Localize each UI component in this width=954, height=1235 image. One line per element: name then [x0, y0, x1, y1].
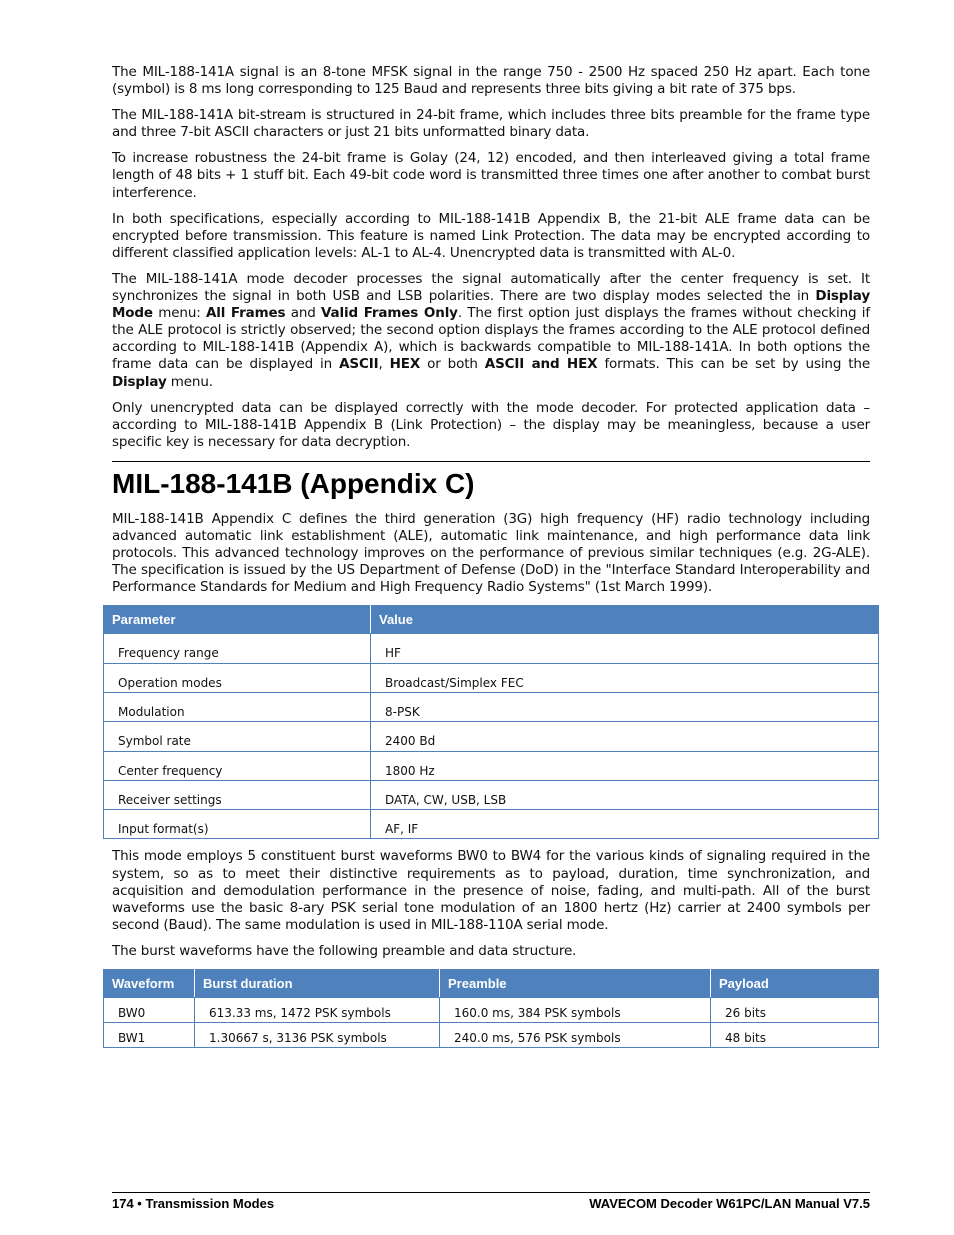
preamble-cell: 160.0 ms, 384 PSK symbols: [440, 997, 711, 1022]
menu-name-display-mode: Display Mode: [112, 288, 870, 322]
table-row: [104, 722, 879, 751]
document-page: [112, 64, 870, 1057]
paragraph-encryption: In both specifications, especially according to MIL-188-141B Appendix B, the 21-bit ALE frame data can be encrypted before transmission. This feature is named Link Protection. The data may be encrypted according to different classified application levels: AL-1 to AL-4. Unencrypted data is transmitted with AL-0.: [112, 210, 870, 261]
paragraph-signal: The MIL-188-141A signal is an 8-tone MFSK signal in the range 750 - 2500 Hz spaced 250 Hz apart. Each tone (symbol) is 8 ms long corresponding to 125 Baud and represents three bits giving a bit rate of 375 bps.: [112, 64, 870, 98]
text-run: formats. This can be set by using the: [597, 356, 870, 373]
paragraph-waveform-intro: The burst waveforms have the following preamble and data structure.: [112, 942, 577, 959]
burst-duration-cell: 1.30667 s, 3136 PSK symbols: [195, 1022, 440, 1047]
menu-name-display: Display: [112, 373, 167, 390]
page-footer: [112, 1196, 870, 1211]
column-header-waveform: Waveform: [104, 969, 195, 997]
table-header-row: [104, 606, 879, 634]
value-cell: DATA, CW, USB, LSB: [371, 780, 879, 809]
value-cell: 8-PSK: [371, 692, 879, 721]
preamble-cell: 240.0 ms, 576 PSK symbols: [440, 1022, 711, 1047]
parameter-cell: Center frequency: [104, 751, 371, 780]
waveform-table: [103, 969, 879, 1048]
value-cell: 2400 Bd: [371, 722, 879, 751]
option-valid-frames-only: Valid Frames Only: [321, 305, 458, 322]
text-run: and: [285, 305, 321, 322]
format-hex: HEX: [389, 356, 421, 373]
heading-rule: [112, 461, 870, 462]
column-header-parameter: Parameter: [104, 606, 371, 634]
parameter-cell: Modulation: [104, 692, 371, 721]
table-header-row: [104, 969, 879, 997]
value-cell: 1800 Hz: [371, 751, 879, 780]
parameter-cell: Frequency range: [104, 634, 371, 663]
parameter-cell: Receiver settings: [104, 780, 371, 809]
waveform-cell: BW0: [104, 997, 195, 1022]
section-title: MIL-188-141B (Appendix C): [112, 467, 475, 499]
parameter-cell: Operation modes: [104, 663, 371, 692]
waveform-cell: BW1: [104, 1022, 195, 1047]
text-run: ,: [378, 356, 390, 373]
parameter-cell: Input format(s): [104, 810, 371, 839]
text-run: . The first option just displays the frames without checking if the ALE protocol is strictly observed; the second option displays the frames according to the ALE protocol defined according to MIL-188-141B (Appendix A), which is backwards compatible to MIL-188-141A. In both options the frame data can be displayed in: [112, 305, 870, 373]
table-row: [104, 810, 879, 839]
table-row: [104, 1022, 879, 1047]
burst-duration-cell: 613.33 ms, 1472 PSK symbols: [195, 997, 440, 1022]
format-ascii-and-hex: ASCII and HEX: [484, 356, 598, 373]
footer-rule: [112, 1192, 870, 1193]
format-ascii: ASCII: [339, 356, 379, 373]
value-cell: Broadcast/Simplex FEC: [371, 663, 879, 692]
paragraph-decoder: [112, 271, 870, 391]
value-cell: AF, IF: [371, 810, 879, 839]
parameter-table: [103, 605, 879, 839]
table-row: [104, 751, 879, 780]
paragraph-burst-waveforms: This mode employs 5 constituent burst waveforms BW0 to BW4 for the various kinds of signaling required in the system, so as to meet their distinctive requirements as to payload, duration, time synchronization, and acquisition and demodulation performance in the presence of noise, fading, and multi-path. All of the burst waveforms use the basic 8-ary PSK serial tone modulation of an 1800 hertz (Hz) carrier at 2400 symbols per second (Baud). The same modulation is used in MIL-188-110A serial mode.: [112, 848, 870, 933]
payload-cell: 26 bits: [711, 997, 879, 1022]
parameter-cell: Symbol rate: [104, 722, 371, 751]
paragraph-robustness: To increase robustness the 24-bit frame is Golay (24, 12) encoded, and then interleaved giving a total frame length of 48 bits + 1 stuff bit. Each 49-bit code word is transmitted three times one after another to combat burst interference.: [112, 150, 870, 201]
column-header-value: Value: [371, 606, 879, 634]
paragraph-appendix-c-intro: MIL-188-141B Appendix C defines the third generation (3G) high frequency (HF) radio technology including advanced automatic link establishment (ALE), automatic link maintenance, and high performance data link protocols. This advanced technology improves on the performance of previous similar techniques (e.g. 2G-ALE). The specification is issued by the US Department of Defense (DoD) in the "Interface Standard Interoperability and Performance Standards for Medium and High Frequency Radio Systems" (1st March 1999).: [112, 510, 870, 596]
footer-page-section: 174 • Transmission Modes: [112, 1196, 275, 1211]
column-header-payload: Payload: [711, 969, 879, 997]
text-run: The MIL-188-141A mode decoder processes the signal automatically after the center frequency is set. It synchronizes the signal in both USB and LSB polarities. There are two display modes selected the in: [112, 270, 870, 305]
table-row: [104, 663, 879, 692]
payload-cell: 48 bits: [711, 1022, 879, 1047]
footer-manual-title: WAVECOM Decoder W61PC/LAN Manual V7.5: [589, 1196, 870, 1211]
table-row: [104, 780, 879, 809]
table-row: [104, 634, 879, 663]
paragraph-protected-data: Only unencrypted data can be displayed correctly with the mode decoder. For protected application data – according to MIL-188-141B Appendix B (Link Protection) – the display may be meaningless, because a user specific key is necessary for data decryption.: [112, 399, 870, 450]
table-row: [104, 997, 879, 1022]
text-run: menu.: [166, 373, 213, 390]
value-cell: HF: [371, 634, 879, 663]
paragraph-bitstream: The MIL-188-141A bit-stream is structured in 24-bit frame, which includes three bits preamble for the frame type and three 7-bit ASCII characters or just 21 bits unformatted binary data.: [112, 107, 870, 141]
table-row: [104, 692, 879, 721]
option-all-frames: All Frames: [205, 305, 286, 322]
text-run: menu:: [152, 305, 206, 322]
text-run: or both: [420, 356, 485, 373]
column-header-burst-duration: Burst duration: [195, 969, 440, 997]
column-header-preamble: Preamble: [440, 969, 711, 997]
